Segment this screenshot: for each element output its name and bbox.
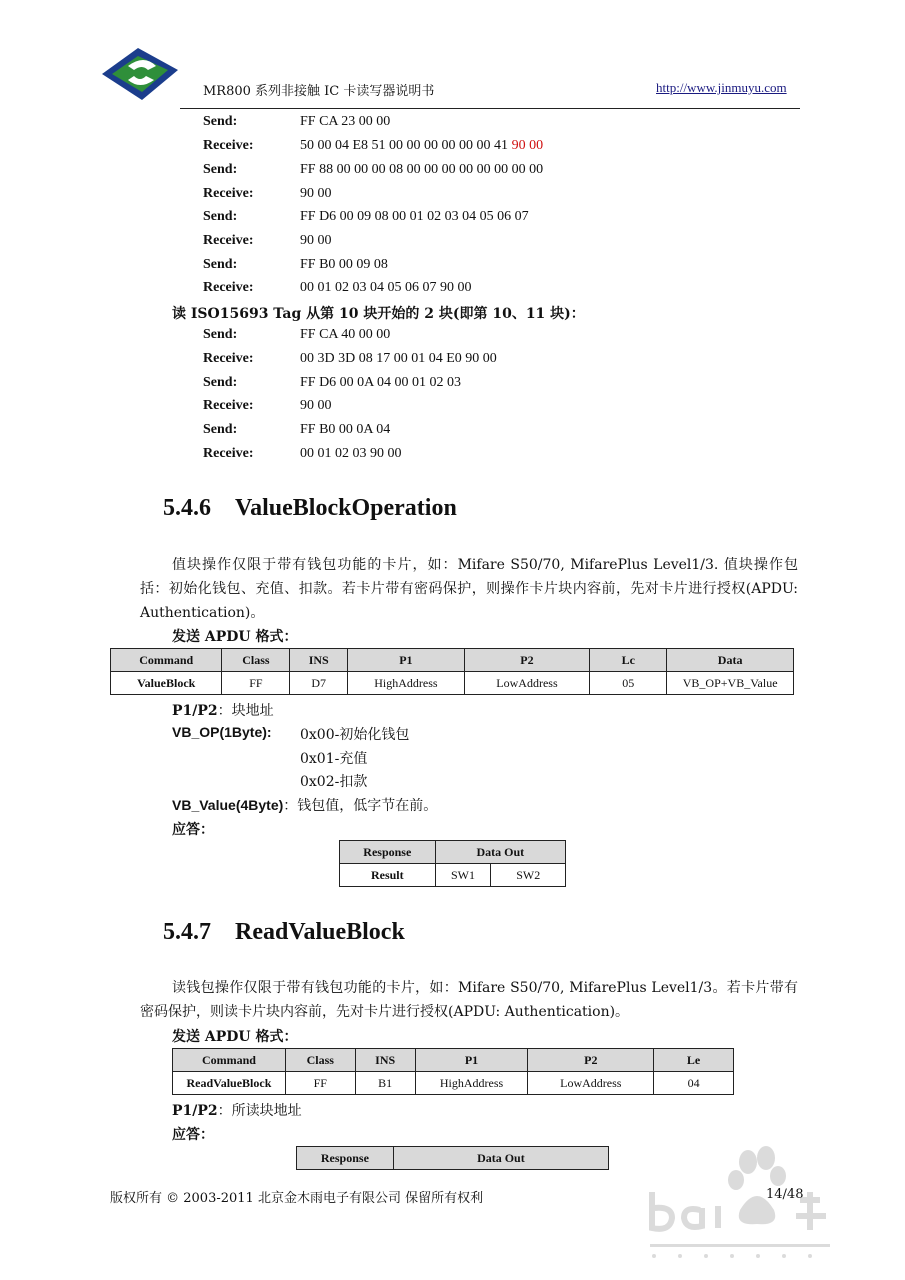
response-table [339, 840, 566, 887]
table-cell: ValueBlock [111, 672, 222, 695]
send-label: Send: [203, 209, 238, 224]
p1p2-label: P1/P2 [172, 703, 218, 719]
receive-value: 90 00 [300, 233, 332, 248]
send-value: FF D6 00 09 08 00 01 02 03 04 05 06 07 [300, 209, 529, 224]
table-cell: LowAddress [528, 1072, 654, 1095]
table-cell: B1 [355, 1072, 415, 1095]
receive-data: 50 00 04 E8 51 00 00 00 00 00 00 41 [300, 138, 509, 153]
column-header: Data Out [435, 841, 565, 864]
table-cell: FF [222, 672, 290, 695]
table-cell: FF [285, 1072, 355, 1095]
section-paragraph: 读钱包操作仅限于带有钱包功能的卡片，如：Mifare S50/70, MifarePlus Level1/3。若卡片带有密码保护，则读卡片块内容前，先对卡片进行授权(APDU: Authentication)。 [140, 980, 798, 1020]
table-header-row [173, 1049, 734, 1072]
column-header: Response [297, 1147, 394, 1170]
section-title: ReadValueBlock [235, 919, 405, 945]
table-header-row [340, 841, 566, 864]
send-value: FF B0 00 09 08 [300, 257, 388, 272]
receive-value: 00 3D 3D 08 17 00 01 04 E0 90 00 [300, 351, 497, 366]
page-number: 14/48 [766, 1187, 804, 1202]
table-cell: HighAddress [348, 672, 465, 695]
receive-value: 00 01 02 03 04 05 06 07 90 00 [300, 280, 472, 295]
table-row [173, 1072, 734, 1095]
section-title: ValueBlockOperation [235, 495, 457, 521]
apdu-format-label: 发送 APDU 格式： [172, 629, 298, 645]
iso-heading: 读 ISO15693 Tag 从第 10 块开始的 2 块(即第 10、11 块)： [172, 306, 585, 322]
table-cell: D7 [290, 672, 348, 695]
apdu-table [172, 1048, 734, 1095]
section-heading-547 [163, 919, 405, 946]
response-label: 应答： [172, 1127, 214, 1143]
table-row [340, 864, 566, 887]
p1p2-text: ：所读块地址 [217, 1103, 302, 1119]
receive-value: 00 01 02 03 90 00 [300, 446, 402, 461]
vbop-option: 0x00-初始化钱包 [300, 727, 410, 743]
column-header: P2 [464, 649, 590, 672]
column-header: Command [173, 1049, 286, 1072]
receive-label: Receive: [203, 138, 254, 153]
send-value: FF CA 23 00 00 [300, 114, 391, 129]
table-cell: 04 [654, 1072, 734, 1095]
receive-value [300, 138, 543, 154]
section-paragraph: 值块操作仅限于带有钱包功能的卡片，如：Mifare S50/70, MifarePlus Level1/3. 值块操作包括：初始化钱包、充值、扣款。若卡片带有密码保护，则操作卡片块内容前，先对卡片进行授权(APDU: Authentication)。 [140, 557, 798, 621]
column-header: Command [111, 649, 222, 672]
p1p2-description [172, 1100, 302, 1120]
table-cell: SW2 [491, 864, 566, 887]
company-logo [98, 40, 184, 110]
vbop-option: 0x02-扣款 [300, 774, 368, 790]
receive-label: Receive: [203, 186, 254, 201]
header-divider [180, 108, 800, 109]
send-label: Send: [203, 114, 238, 129]
receive-value: 90 00 [300, 398, 332, 413]
column-header: INS [290, 649, 348, 672]
receive-label: Receive: [203, 446, 254, 461]
receive-label: Receive: [203, 398, 254, 413]
table-cell: HighAddress [415, 1072, 528, 1095]
column-header: Class [222, 649, 290, 672]
vbvalue-description [172, 795, 437, 815]
p1p2-text: ：块地址 [217, 703, 274, 719]
vbop-label: VB_OP(1Byte): [172, 724, 272, 740]
send-value: FF 88 00 00 00 08 00 00 00 00 00 00 00 00 [300, 162, 544, 177]
send-label: Send: [203, 375, 238, 390]
column-header: P1 [348, 649, 465, 672]
send-value: FF B0 00 0A 04 [300, 422, 391, 437]
section-number: 5.4.6 [163, 495, 211, 521]
table-cell: Result [340, 864, 436, 887]
p1p2-label: P1/P2 [172, 1103, 218, 1119]
table-cell: VB_OP+VB_Value [667, 672, 794, 695]
column-header: Class [285, 1049, 355, 1072]
column-header: Le [654, 1049, 734, 1072]
send-value: FF CA 40 00 00 [300, 327, 391, 342]
table-cell: 05 [590, 672, 667, 695]
column-header: P2 [528, 1049, 654, 1072]
section-heading-546 [163, 495, 457, 522]
p1p2-description [172, 700, 274, 720]
send-value: FF D6 00 0A 04 00 01 02 03 [300, 375, 462, 390]
response-label: 应答： [172, 822, 214, 838]
column-header: Lc [590, 649, 667, 672]
table-header-row [297, 1147, 609, 1170]
vbvalue-text: ：钱包值，低字节在前。 [283, 798, 438, 814]
footer-copyright: 版权所有 © 2003-2011 北京金木雨电子有限公司 保留所有权利 [110, 1191, 484, 1206]
baidu-watermark-icon [640, 1140, 840, 1270]
table-cell: ReadValueBlock [173, 1072, 286, 1095]
receive-label: Receive: [203, 233, 254, 248]
section-number: 5.4.7 [163, 919, 211, 945]
table-cell: SW1 [435, 864, 491, 887]
status-word: 90 00 [511, 138, 544, 153]
column-header: Data Out [393, 1147, 608, 1170]
website-link[interactable]: http://www.jinmuyu.com [656, 80, 787, 95]
apdu-table [110, 648, 794, 695]
column-header: Data [667, 649, 794, 672]
vbvalue-label: VB_Value(4Byte) [172, 797, 284, 813]
send-label: Send: [203, 162, 238, 177]
send-label: Send: [203, 422, 238, 437]
receive-value: 90 00 [300, 186, 332, 201]
column-header: P1 [415, 1049, 528, 1072]
send-label: Send: [203, 257, 238, 272]
receive-label: Receive: [203, 280, 254, 295]
table-row [111, 672, 794, 695]
document-title: MR800 系列非接触 IC 卡读写器说明书 [203, 84, 435, 99]
table-cell: LowAddress [464, 672, 590, 695]
table-header-row [111, 649, 794, 672]
apdu-format-label: 发送 APDU 格式： [172, 1029, 298, 1045]
send-label: Send: [203, 327, 238, 342]
receive-label: Receive: [203, 351, 254, 366]
vbop-option: 0x01-充值 [300, 751, 368, 767]
column-header: Response [340, 841, 436, 864]
column-header: INS [355, 1049, 415, 1072]
response-table [296, 1146, 609, 1170]
